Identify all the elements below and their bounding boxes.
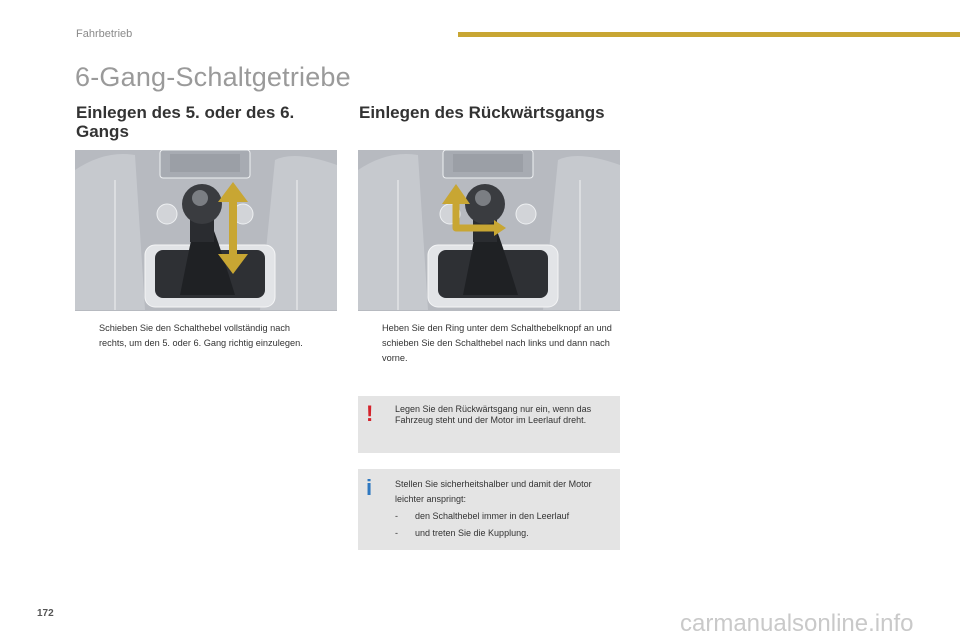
right-instruction: [359, 321, 624, 366]
list-item-text: und treten Sie die Kupplung.: [415, 528, 529, 538]
list-item: [395, 509, 612, 524]
watermark: carmanualsonline.info: [680, 610, 914, 637]
page-title: 6-Gang-Schaltgetriebe: [75, 62, 351, 92]
right-instruction-text: Heben Sie den Ring unter dem Schalthebelknopf an und schieben Sie den Schalthebel nach links und dann nach vorne.: [382, 323, 612, 363]
page-number: 172: [37, 608, 54, 619]
gear-shift-illustration-5-6: [75, 150, 337, 311]
warning-text: Legen Sie den Rückwärtsgang nur ein, wenn das Fahrzeug steht und der Motor im Leerlauf dreht.: [395, 404, 592, 425]
list-item: [395, 526, 612, 541]
gear-shift-illustration-reverse: [358, 150, 620, 311]
section-label: Fahrbetrieb: [76, 28, 133, 40]
info-icon: i: [366, 475, 373, 500]
list-item-text: den Schalthebel immer in den Leerlauf: [415, 511, 570, 521]
info-intro: Stellen Sie sicherheitshalber und damit der Motor leichter anspringt:: [395, 479, 592, 504]
right-column-heading: Einlegen des Rückwärtsgangs: [359, 103, 605, 122]
warning-note: [358, 396, 620, 453]
exclamation-icon: !: [366, 401, 374, 426]
left-instruction: [76, 321, 316, 351]
list-dash: -: [395, 528, 398, 538]
list-dash: -: [395, 511, 398, 521]
info-note: [358, 469, 620, 550]
section-accent-bar: [458, 32, 960, 37]
info-content: [395, 477, 612, 541]
left-column-heading: Einlegen des 5. oder des 6. Gangs: [76, 103, 295, 141]
left-instruction-text: Schieben Sie den Schalthebel vollständig nach rechts, um den 5. oder 6. Gang richtig einzulegen.: [99, 323, 303, 348]
